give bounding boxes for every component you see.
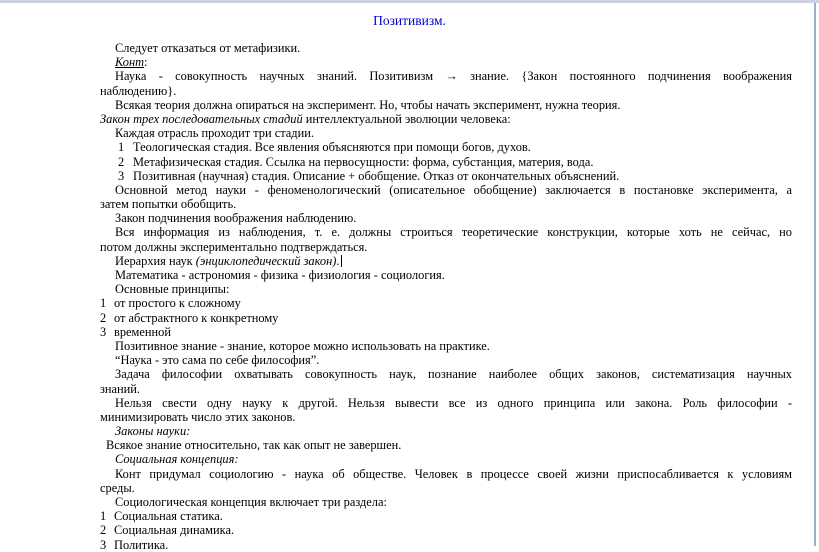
text-line [100,523,792,537]
text-segment: Нельзя свести одну науку к другой. Нельзя вывести все из одного принципа или закона. Роль философии - [115,395,792,410]
text-line [100,282,792,296]
text-line [100,98,792,112]
text-segment: Следует отказаться от метафизики. [115,41,301,55]
text-line [100,225,792,239]
text-segment: Законы науки: [115,424,191,439]
text-segment: Наука - совокупность научных знаний. Позитивизм → знание. {Закон постоянного подчинения воображения [115,69,792,84]
list-number: 3 [100,537,107,552]
list-number: 3 [118,168,125,183]
text-line [100,169,792,183]
window-top-border [0,0,819,3]
text-segment: временной [114,324,171,339]
text-segment: наблюдению}. [100,83,177,98]
text-segment: Социальная статика. [114,509,223,524]
text-line [100,481,792,495]
text-line [100,353,792,367]
text-segment: Закон подчинения воображения наблюдению. [115,211,357,226]
text-segment: среды. [100,480,135,495]
text-segment: Социальная динамика. [114,523,235,538]
text-line [100,296,792,310]
text-segment: Закон трех последовательных стадий [100,111,303,126]
list-number: 2 [100,523,107,538]
text-line [100,240,792,254]
text-line [100,410,792,424]
text-segment: Конт [115,55,145,70]
text-segment: затем попытки обобщить. [100,197,237,212]
text-line [100,438,792,452]
text-cursor [341,255,342,267]
text-line [100,155,792,169]
text-segment: Вся информация из наблюдения, т. е. должны строиться теоретические конструкции, которые хоть не сейчас, но [115,225,792,240]
text-line [100,126,792,140]
text-segment: Задача философии охватывать совокупность наук, познание наиболее общих законов, систематизация научных [115,367,792,382]
text-line [100,452,792,466]
text-line [100,183,792,197]
text-segment: Основной метод науки - феноменологический (описательное обобщение) заключается в постановке эксперимента, а [115,182,792,197]
text-segment: минимизировать число этих законов. [100,409,296,424]
text-segment: Позитивное знание - знание, которое можно использовать на практике. [115,338,490,353]
text-line [100,325,792,339]
list-number: 2 [100,310,107,325]
text-line [100,140,792,154]
text-segment: потом должны экспериментально подтверждаться. [100,239,368,254]
text-line [100,268,792,282]
text-segment: Основные принципы: [115,282,230,297]
list-number: 2 [118,154,125,169]
text-segment: от абстрактного к конкретному [114,310,279,325]
text-segment: (энциклопедический закон) [195,253,337,268]
text-segment: Иерархия наук [115,253,196,268]
text-segment: “Наука - это сама по себе философия”. [115,353,320,368]
document-body[interactable] [100,41,792,552]
text-segment: Социальная концепция: [115,452,239,467]
text-segment: Всякое знание относительно, так как опыт не завершен. [106,438,402,453]
text-segment: Политика. [114,537,169,552]
text-segment: от простого к сложному [114,296,241,311]
text-segment: : [144,55,148,70]
text-line [100,211,792,225]
text-segment: знаний. [100,381,141,396]
list-number: 1 [100,296,107,311]
text-line [100,112,792,126]
text-segment: интеллектуальной эволюции человека: [302,111,511,126]
text-line [100,41,792,55]
list-number: 3 [100,324,107,339]
text-line [100,367,792,381]
text-segment: Каждая отрасль проходит три стадии. [115,126,314,141]
text-segment: Социологическая концепция включает три раздела: [115,495,387,509]
list-number: 1 [100,509,107,524]
text-line [100,495,792,509]
text-segment: Всякая теория должна опираться на эксперимент. Но, чтобы начать эксперимент, нужна теория. [115,97,621,112]
text-line [100,382,792,396]
text-segment: Теологическая стадия. Все явления объясняются при помощи богов, духов. [133,140,531,155]
text-line [100,538,792,552]
list-number: 1 [118,140,125,155]
text-line [100,69,792,83]
page-title: Позитивизм. [373,13,446,28]
text-line [100,84,792,98]
text-line [100,467,792,481]
text-line [100,55,792,69]
page-right-edge [814,3,816,546]
text-line [100,339,792,353]
text-line [100,396,792,410]
text-line [100,509,792,523]
text-segment: Конт придумал социологию - наука об обществе. Человек в процессе своей жизни приспосабливается к условиям [115,466,792,481]
text-line [100,254,792,268]
text-line [100,424,792,438]
text-segment: Позитивная (научная) стадия. Описание + обобщение. Отказ от окончательных объяснений. [133,168,620,183]
text-line [100,197,792,211]
text-segment: . [336,253,340,268]
text-segment: Метафизическая стадия. Ссылка на первосущности: форма, субстанция, материя, вода. [133,154,594,169]
text-line [100,311,792,325]
text-segment: Математика - астрономия - физика - физиология - социология. [115,268,445,282]
